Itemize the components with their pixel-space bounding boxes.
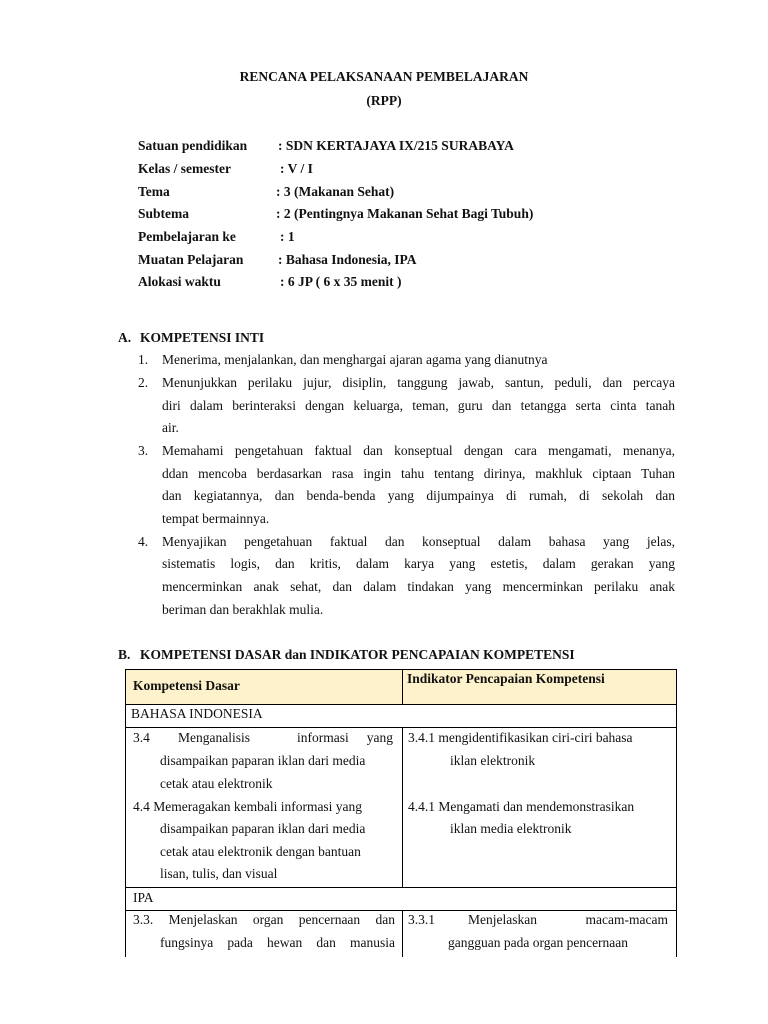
kompetensi-table	[125, 669, 677, 957]
section-b-heading	[118, 647, 575, 663]
identity-value: : 3 (Makanan Sehat)	[276, 184, 395, 199]
table-cell: iklan elektronik	[450, 753, 536, 768]
list-item-number: 2.	[138, 375, 149, 390]
table-cell: gangguan pada organ pencernaan	[448, 935, 629, 950]
kd-word: yang	[366, 730, 393, 745]
identity-label: Satuan pendidikan	[138, 138, 248, 153]
list-item-text: beriman dan berakhlak mulia.	[162, 602, 324, 617]
identity-label: Tema	[138, 184, 170, 199]
identity-label: Alokasi waktu	[138, 274, 221, 289]
table-cell: 3.4.1 mengidentifikasikan ciri-ciri bahasa	[408, 730, 633, 745]
list-item-text: tempat bermainnya.	[162, 511, 270, 526]
identity-value: : 2 (Pentingnya Makanan Sehat Bagi Tubuh)	[276, 206, 534, 221]
table-cell: cetak atau elektronik dengan bantuan	[160, 844, 361, 859]
section-a-heading	[118, 330, 264, 346]
table-header-indicator: Indikator Pencapaian Kompetensi	[407, 671, 605, 686]
identity-label: Pembelajaran ke	[138, 229, 236, 244]
kd-number: 3.4	[133, 730, 150, 745]
table-cell: cetak atau elektronik	[160, 776, 273, 791]
list-item-text: sistematis logis, dan kritis, dalam karya yang estetis, dalam gerakan yang	[162, 556, 675, 571]
list-item-text: diri dalam berinteraksi dengan keluarga, teman, guru dan tetangga serta cinta tanah	[162, 398, 675, 413]
identity-value: : Bahasa Indonesia, IPA	[278, 252, 417, 267]
list-item-text: Menyajikan pengetahuan faktual dan konseptual dalam bahasa yang jelas,	[162, 534, 675, 549]
column-divider	[402, 910, 403, 957]
document-title: RENCANA PELAKSANAAN PEMBELAJARAN	[239, 69, 529, 84]
kd-word: informasi	[297, 730, 349, 745]
section-letter: B.	[118, 647, 131, 662]
identity-value: : V / I	[280, 161, 313, 176]
table-cell: fungsinya pada hewan dan manusia	[160, 935, 395, 950]
list-item-number: 4.	[138, 534, 149, 549]
list-item-text: Menunjukkan perilaku jujur, disiplin, tanggung jawab, santun, peduli, dan percaya	[162, 375, 675, 390]
table-cell: disampaikan paparan iklan dari media	[160, 753, 366, 768]
list-item-text: ddan mencoba berdasarkan rasa ingin tahu tentang dirinya, makhluk ciptaan Tuhan	[162, 466, 675, 481]
list-item-text: Memahami pengetahuan faktual dan konseptual dengan cara mengamati, menanya,	[162, 443, 675, 458]
identity-value: : 6 JP ( 6 x 35 menit )	[280, 274, 402, 289]
list-item-text: air.	[162, 420, 179, 435]
section-title: KOMPETENSI INTI	[140, 330, 265, 345]
table-header-competency: Kompetensi Dasar	[133, 678, 240, 693]
row-divider	[126, 887, 676, 888]
table-subject-row: BAHASA INDONESIA	[131, 706, 263, 721]
document-subtitle: (RPP)	[366, 93, 402, 108]
list-item-number: 1.	[138, 352, 149, 367]
section-letter: A.	[118, 330, 132, 345]
row-divider	[126, 910, 676, 911]
indicator-word: Menjelaskan	[468, 912, 537, 927]
identity-label: Subtema	[138, 206, 190, 221]
kd-word: Menganalisis	[178, 730, 250, 745]
list-item-text: dan kegiatannya, dan benda-benda yang dijumpainya di rumah, di sekolah dan	[162, 488, 675, 503]
table-cell: disampaikan paparan iklan dari media	[160, 821, 366, 836]
table-cell: lisan, tulis, dan visual	[160, 866, 278, 881]
column-divider	[402, 727, 403, 887]
section-title: KOMPETENSI DASAR dan INDIKATOR PENCAPAIAN KOMPETENSI	[140, 647, 575, 662]
identity-label: Kelas / semester	[138, 161, 231, 176]
table-cell: 4.4 Memeragakan kembali informasi yang	[133, 799, 363, 814]
indicator-number: 3.3.1	[408, 912, 435, 927]
identity-value: : SDN KERTAJAYA IX/215 SURABAYA	[278, 138, 514, 153]
list-item-number: 3.	[138, 443, 149, 458]
indicator-word: macam-macam	[585, 912, 668, 927]
identity-label: Muatan Pelajaran	[138, 252, 244, 267]
table-cell: 3.3. Menjelaskan organ pencernaan dan	[133, 912, 395, 927]
row-divider	[126, 727, 676, 728]
table-cell: 4.4.1 Mengamati dan mendemonstrasikan	[408, 799, 635, 814]
table-cell: iklan media elektronik	[450, 821, 572, 836]
identity-value: : 1	[280, 229, 295, 244]
table-subject-row: IPA	[133, 890, 154, 905]
list-item-text: Menerima, menjalankan, dan menghargai ajaran agama yang dianutnya	[162, 352, 548, 367]
list-item-text: mencerminkan anak sehat, dan dalam tindakan yang mencerminkan perilaku anak	[162, 579, 675, 594]
column-divider	[402, 670, 403, 704]
